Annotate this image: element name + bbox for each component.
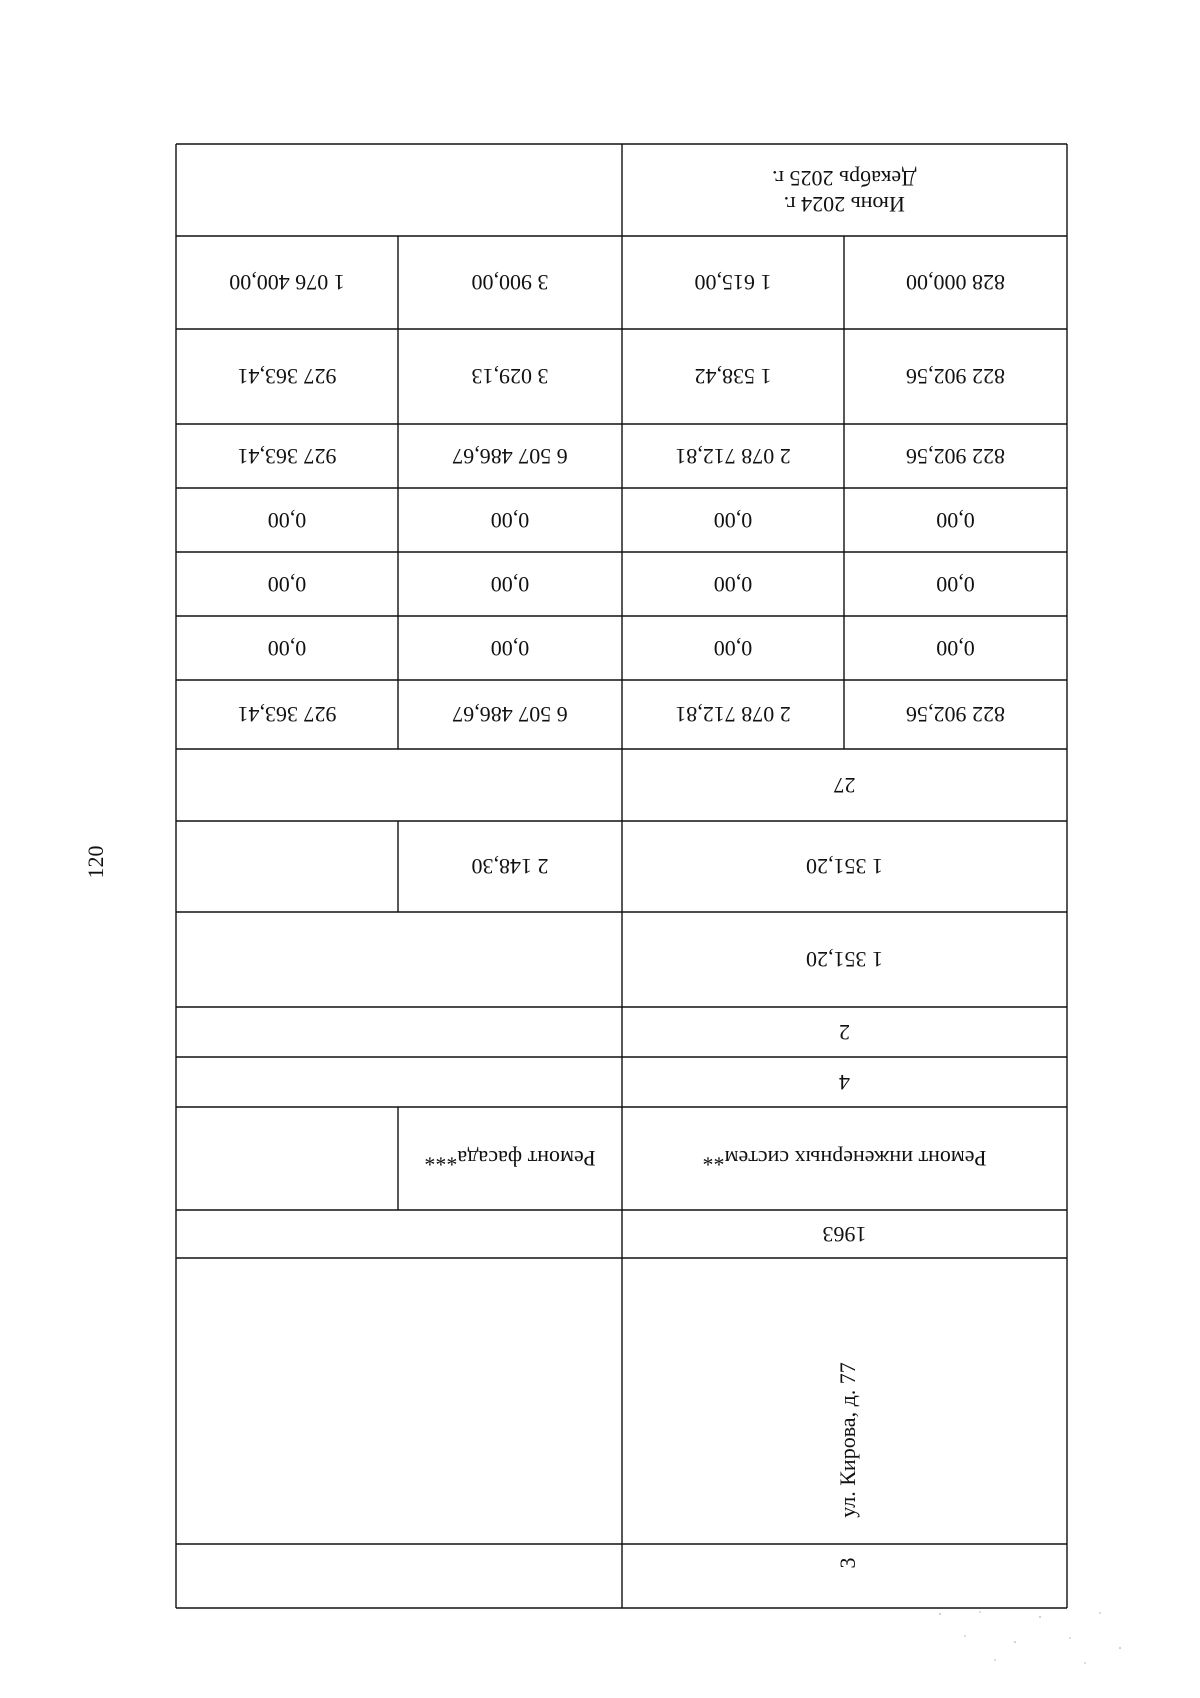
value-cell: 0,00 [267,508,307,533]
value-cell: 927 363,41 [237,702,337,728]
value-cell: 0,00 [267,636,307,661]
value-cell: 2 078 712,81 [675,444,791,469]
value-cell: 828 000,00 [906,270,1005,296]
period-cell [622,144,1067,236]
value-cell: 927 363,41 [237,444,337,469]
value-cell: 1 538,42 [694,364,772,390]
value-cell: 0,00 [490,508,530,533]
value-cell: 0,00 [936,508,975,533]
value-cell: 0,00 [713,508,753,533]
value-cell: 0,00 [490,636,530,661]
value-cell: 3 029,13 [471,364,549,390]
value-cell: 6 507 486,67 [452,702,568,728]
value-cell: 822 902,56 [906,364,1005,390]
page-number: 120 [83,845,108,879]
cell-27: 27 [833,773,856,798]
period-text [772,164,916,217]
value-cell: 0,00 [713,636,753,661]
value-cell: 1 615,00 [694,270,772,296]
value-cell: 0,00 [936,636,975,661]
cell-area-facade: 2 148,30 [471,854,549,880]
cell-2: 2 [839,1020,850,1045]
row-number: 3 [835,1557,860,1569]
work-facade: Ремонт фасада*** [424,1146,596,1172]
cell-year: 1963 [822,1222,867,1247]
address: ул. Кирова, д. 77 [835,1362,860,1518]
value-cell: 0,00 [490,572,530,597]
cell-4: 4 [839,1070,850,1095]
value-cell: 3 900,00 [471,270,549,296]
value-cell: 822 902,56 [906,702,1005,728]
value-cell: 0,00 [713,572,753,597]
scan-specks [920,1608,1140,1668]
value-cell: 6 507 486,67 [452,444,568,469]
value-cell: 2 078 712,81 [675,702,791,728]
value-cell: 1 076 400,00 [229,270,345,296]
work-engineering: Ремонт инженерных систем** [702,1146,987,1172]
cell-area: 1 351,20 [806,947,883,973]
value-cell: 927 363,41 [237,364,337,390]
period-start: Июнь 2024 г. [783,191,906,217]
period-end: Декабрь 2025 г. [772,165,917,190]
value-cell: 822 902,56 [906,444,1005,469]
value-cell: 0,00 [267,572,307,597]
cell-area-engineering: 1 351,20 [806,854,883,880]
value-cell: 0,00 [936,572,975,597]
